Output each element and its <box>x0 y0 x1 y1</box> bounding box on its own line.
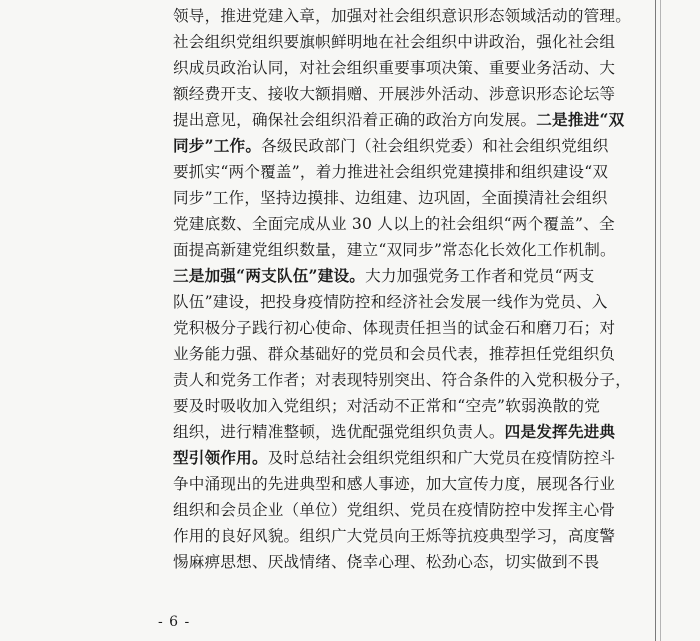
text-line <box>173 523 616 549</box>
text-line <box>173 315 616 341</box>
bold-heading-text: 二是推进“双 <box>536 110 625 129</box>
text-line <box>173 263 613 289</box>
text-line <box>173 341 616 367</box>
text-line <box>173 237 616 263</box>
body-text-run: 组织和会员企业（单位）党组织、党员在疫情防控中发挥主心骨 <box>173 501 616 519</box>
body-text-run: 织成员政治认同，对社会组织重要事项决策、重要业务活动、大 <box>173 59 616 77</box>
body-text-run: 要抓实“两个覆盖”，着力推进社会组织党建摸排和组织建设“双 <box>173 163 609 181</box>
bold-heading-text: 型引领作用。 <box>173 448 268 467</box>
body-text-run: 额经费开支、接收大额捐赠、开展涉外活动、涉意识形态论坛等 <box>173 85 616 103</box>
text-line <box>173 3 632 29</box>
body-text-run: 党建底数、全面完成从业 30 人以上的社会组织“两个覆盖”、全 <box>173 215 615 233</box>
page-edge-shadow <box>660 0 661 641</box>
bold-heading-text: 四是发挥先进典 <box>504 422 616 441</box>
body-text-run: 各级民政部门（社会组织党委）和社会组织党组织 <box>261 137 609 155</box>
text-line <box>173 211 613 237</box>
text-line <box>173 445 616 471</box>
text-line <box>173 81 616 107</box>
body-text-run: 大力加强党务工作者和党员“两支 <box>365 267 595 285</box>
body-text-run: 提出意见，确保社会组织沿着正确的政治方向发展。 <box>173 111 537 129</box>
body-text-run: 党积极分子践行初心使命、体现责任担当的试金石和磨刀石；对 <box>173 319 616 337</box>
body-text-run: 组织，进行精准整顿，选优配强党组织负责人。 <box>173 423 505 441</box>
page-edge-line <box>655 0 656 641</box>
bold-heading-text: 同步”工作。 <box>173 136 262 155</box>
text-line <box>173 471 616 497</box>
body-text-run: 争中涌现出的先进典型和感人事迹，加大宣传力度，展现各行业 <box>173 475 616 493</box>
page-number: - 6 - <box>158 614 191 630</box>
bold-heading-text: 三是加强“两支队伍”建设。 <box>173 266 366 285</box>
body-text <box>173 3 632 575</box>
text-line <box>173 289 613 315</box>
text-line <box>173 393 613 419</box>
body-text-run: 领导，推进党建入章，加强对社会组织意识形态领域活动的管理。 <box>173 7 632 25</box>
text-line <box>173 133 613 159</box>
text-line <box>173 55 616 81</box>
text-line <box>173 185 613 211</box>
body-text-run: 队伍”建设，把投身疫情防控和经济社会发展一线作为党员、入 <box>173 293 608 311</box>
text-line <box>173 29 616 55</box>
body-text-run: 要及时吸收加入党组织；对活动不正常和“空壳”软弱涣散的党 <box>173 397 600 415</box>
text-line <box>173 549 613 575</box>
body-text-run: 业务能力强、群众基础好的党员和会员代表，推荐担任党组织负 <box>173 345 616 363</box>
text-line <box>173 159 613 185</box>
text-line <box>173 367 632 393</box>
body-text-run: 社会组织党组织要旗帜鲜明地在社会组织中讲政治，强化社会组 <box>173 33 616 51</box>
body-text-run: 面提高新建党组织数量，建立“双同步”常态化长效化工作机制。 <box>173 241 616 259</box>
text-line <box>173 497 616 523</box>
body-text-run: 作用的良好风貌。组织广大党员向王烁等抗疫典型学习，高度警 <box>173 527 616 545</box>
body-text-run: 及时总结社会组织党组织和广大党员在疫情防控斗 <box>267 449 616 467</box>
body-text-run: 同步”工作，坚持边摸排、边组建、边巩固，全面摸清社会组织 <box>173 189 608 207</box>
body-text-run: 惕麻痹思想、厌战情绪、侥幸心理、松劲心态，切实做到不畏 <box>173 553 600 571</box>
text-line <box>173 419 616 445</box>
text-line <box>173 107 625 133</box>
body-text-run: 责人和党务工作者；对表现特别突出、符合条件的入党积极分子， <box>173 371 632 389</box>
